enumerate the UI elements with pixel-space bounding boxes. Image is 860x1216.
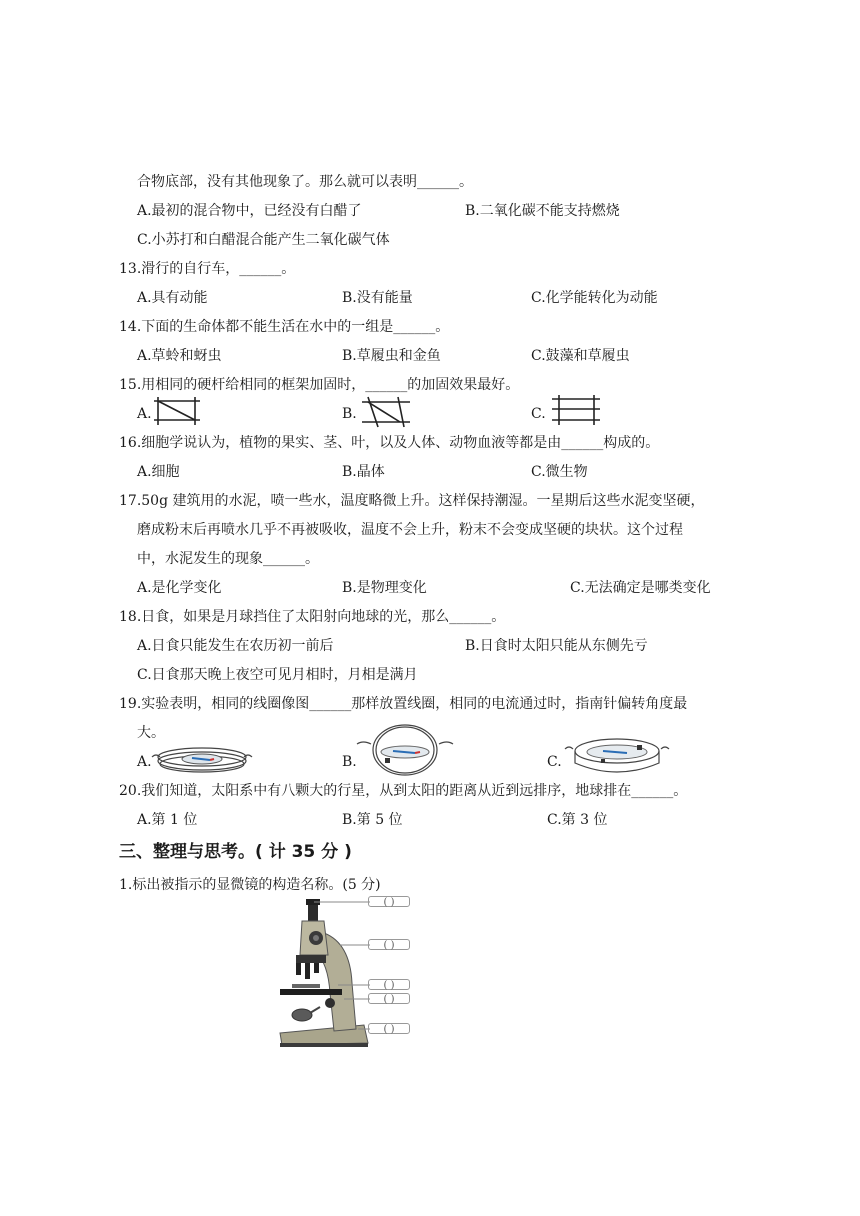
q19-option-b[interactable]: B. bbox=[342, 754, 357, 770]
q14-option-c[interactable]: C.鼓藻和草履虫 bbox=[531, 348, 630, 364]
q20-stem: 20.我们知道，太阳系中有八颗大的行星，从到太阳的距离从近到远排序，地球排在______。 bbox=[119, 783, 688, 799]
q18-option-a[interactable]: A.日食只能发生在农历初一前后 bbox=[137, 638, 334, 654]
q13-stem: 13.滑行的自行车，______。 bbox=[119, 261, 296, 277]
frame-diagonal-brace-figure bbox=[150, 396, 202, 426]
q17-option-b[interactable]: B.是物理变化 bbox=[342, 580, 427, 596]
q14-stem: 14.下面的生命体都不能生活在水中的一组是______。 bbox=[119, 319, 450, 335]
q19-stem-line1: 19.实验表明，相同的线圈像图______那样放置线圈，相同的电流通过时，指南针偏转角度最 bbox=[119, 696, 688, 712]
q15-stem: 15.用相同的硬杆给相同的框架加固时，______的加固效果最好。 bbox=[119, 377, 520, 393]
q16-option-a[interactable]: A.细胞 bbox=[137, 464, 180, 480]
frame-slanted-figure bbox=[360, 396, 412, 428]
q20-option-a[interactable]: A.第 1 位 bbox=[137, 812, 198, 828]
q18-stem: 18.日食，如果是月球挡住了太阳射向地球的光，那么______。 bbox=[119, 609, 506, 625]
q16-stem: 16.细胞学说认为，植物的果实、茎、叶，以及人体、动物血液等都是由______构成的。 bbox=[119, 435, 660, 451]
coil-vertical-compass-figure bbox=[355, 722, 455, 778]
q12-continuation: 合物底部，没有其他现象了。那么就可以表明______。 bbox=[137, 174, 473, 190]
q17-option-c[interactable]: C.无法确定是哪类变化 bbox=[570, 580, 711, 596]
q15-option-b[interactable]: B. bbox=[342, 406, 357, 422]
q15-option-a[interactable]: A. bbox=[137, 406, 152, 422]
q18-option-c[interactable]: C.日食那天晚上夜空可见月相时，月相是满月 bbox=[137, 667, 418, 683]
microscope-label-blank-3[interactable]: ( ) bbox=[368, 979, 410, 990]
q19-stem-line2: 大。 bbox=[137, 725, 165, 741]
coil-flat-compass-figure bbox=[150, 743, 254, 775]
microscope-label-blank-4[interactable]: ( ) bbox=[368, 993, 410, 1004]
q16-option-b[interactable]: B.晶体 bbox=[342, 464, 385, 480]
s3-q1-stem: 1.标出被指示的显微镜的构造名称。(5 分) bbox=[119, 877, 381, 893]
q17-stem-line1: 17.50g 建筑用的水泥，喷一些水，温度略微上升。这样保持潮湿。一星期后这些水泥变坚硬， bbox=[119, 493, 705, 509]
section-3-heading: 三、整理与思考。( 计 35 分 ) bbox=[119, 842, 352, 862]
microscope-label-blank-5[interactable]: ( ) bbox=[368, 1023, 410, 1034]
microscope-label-blank-1[interactable]: ( ) bbox=[368, 896, 410, 907]
microscope-label-blank-2[interactable]: ( ) bbox=[368, 939, 410, 950]
frame-horizontal-brace-figure bbox=[550, 394, 602, 426]
q12-option-c[interactable]: C.小苏打和白醋混合能产生二氧化碳气体 bbox=[137, 232, 390, 248]
q13-option-b[interactable]: B.没有能量 bbox=[342, 290, 413, 306]
microscope-label-pointers bbox=[310, 893, 372, 1043]
q20-option-c[interactable]: C.第 3 位 bbox=[547, 812, 608, 828]
coil-edge-compass-figure bbox=[563, 733, 671, 777]
q19-option-a[interactable]: A. bbox=[137, 754, 152, 770]
q13-option-a[interactable]: A.具有动能 bbox=[137, 290, 208, 306]
q12-option-a[interactable]: A.最初的混合物中，已经没有白醋了 bbox=[137, 203, 362, 219]
q13-option-c[interactable]: C.化学能转化为动能 bbox=[531, 290, 658, 306]
q15-option-c[interactable]: C. bbox=[531, 406, 546, 422]
q14-option-b[interactable]: B.草履虫和金鱼 bbox=[342, 348, 441, 364]
q17-stem-line3: 中，水泥发生的现象______。 bbox=[137, 551, 319, 567]
q17-option-a[interactable]: A.是化学变化 bbox=[137, 580, 222, 596]
q17-stem-line2: 磨成粉末后再喷水几乎不再被吸收，温度不会上升，粉末不会变成坚硬的块状。这个过程 bbox=[137, 522, 683, 538]
q18-option-b[interactable]: B.日食时太阳只能从东侧先亏 bbox=[465, 638, 648, 654]
q16-option-c[interactable]: C.微生物 bbox=[531, 464, 588, 480]
q12-option-b[interactable]: B.二氧化碳不能支持燃烧 bbox=[465, 203, 620, 219]
q20-option-b[interactable]: B.第 5 位 bbox=[342, 812, 403, 828]
q14-option-a[interactable]: A.草蛉和蚜虫 bbox=[137, 348, 222, 364]
q19-option-c[interactable]: C. bbox=[547, 754, 562, 770]
